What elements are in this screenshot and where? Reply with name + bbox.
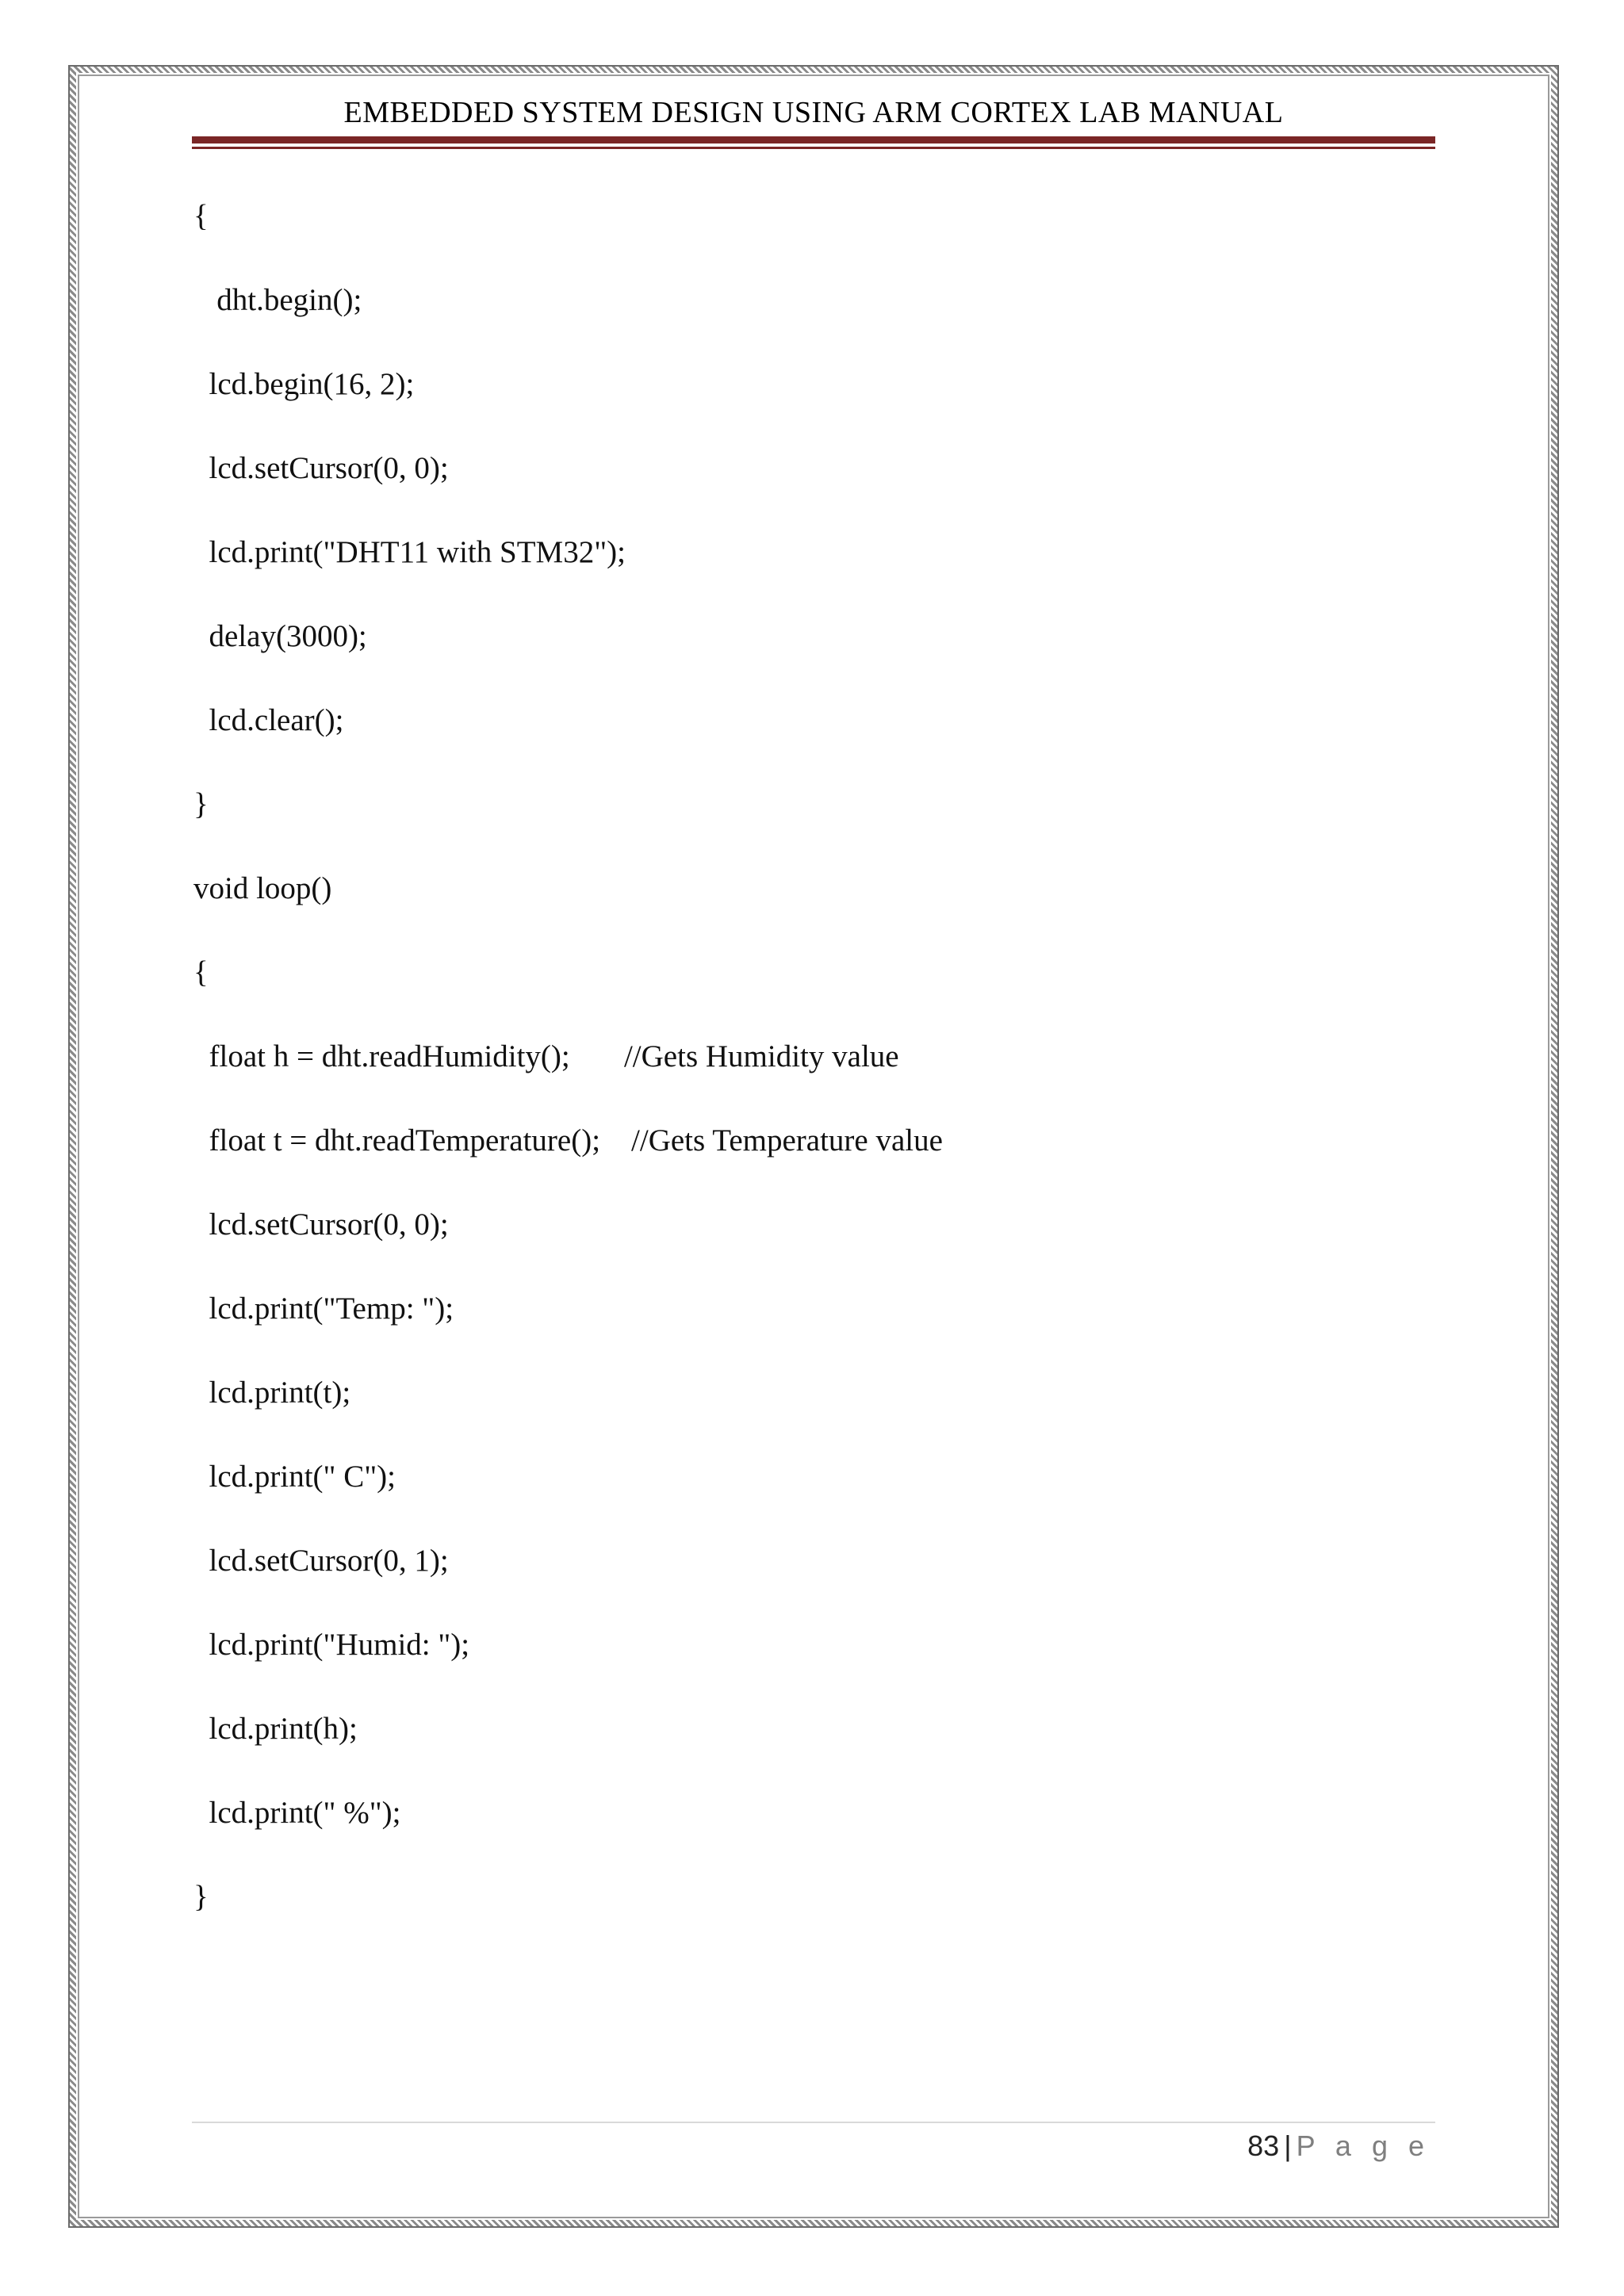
code-line: } (193, 787, 209, 821)
code-line: { (193, 955, 209, 989)
code-line: lcd.print(" C"); (193, 1460, 396, 1494)
code-listing (193, 190, 1431, 1955)
footer-separator: | (1284, 2130, 1292, 2162)
code-line: } (193, 1880, 209, 1914)
code-line: lcd.clear(); (193, 703, 344, 737)
code-line: delay(3000); (193, 619, 367, 653)
code-line: lcd.begin(16, 2); (193, 367, 415, 401)
code-line: lcd.print("DHT11 with STM32"); (193, 535, 626, 569)
code-line: lcd.print(t); (193, 1376, 351, 1410)
code-line: lcd.print(" %"); (193, 1796, 401, 1830)
footer-rule (192, 2122, 1435, 2123)
code-line: dht.begin(); (193, 283, 362, 317)
header-rule-thick (192, 136, 1435, 144)
code-line: float h = dht.readHumidity(); //Gets Humidity value (193, 1039, 899, 1073)
code-line: lcd.print(h); (193, 1712, 358, 1746)
page-footer (1247, 2130, 1431, 2163)
code-line: lcd.setCursor(0, 1); (193, 1544, 449, 1578)
code-line: lcd.setCursor(0, 0); (193, 1207, 449, 1242)
code-line: void loop() (193, 871, 332, 905)
header-rule-thin (192, 147, 1435, 149)
code-line: float t = dht.readTemperature(); //Gets Temperature value (193, 1123, 943, 1158)
code-line: { (193, 199, 209, 233)
code-line: lcd.print("Temp: "); (193, 1292, 454, 1326)
running-header-title: EMBEDDED SYSTEM DESIGN USING ARM CORTEX LAB MANUAL (343, 96, 1284, 129)
page-label: P a g e (1296, 2130, 1431, 2162)
code-line: lcd.print("Humid: "); (193, 1628, 470, 1662)
page-number: 83 (1247, 2130, 1280, 2162)
code-line: lcd.setCursor(0, 0); (193, 451, 449, 485)
